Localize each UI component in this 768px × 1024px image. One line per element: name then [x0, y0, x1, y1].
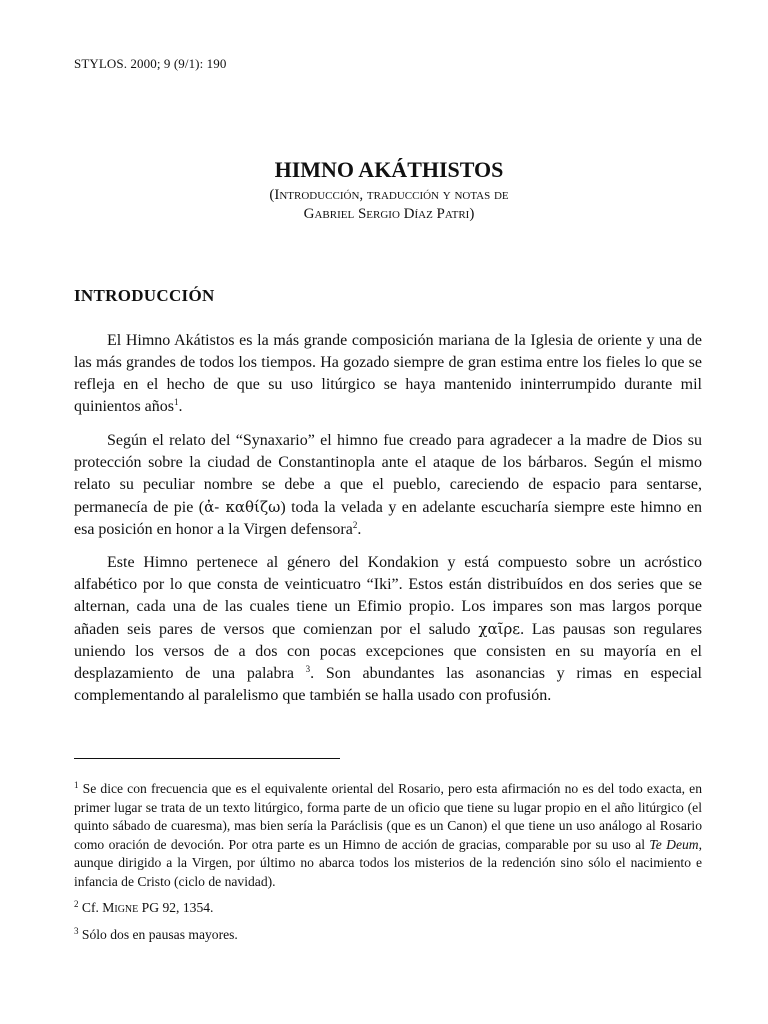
footnote-ref-3[interactable]: 3	[305, 664, 311, 674]
paragraph-3	[74, 552, 702, 707]
section-heading: INTRODUCCIÓN	[74, 286, 215, 305]
footnote-3-text: Sólo dos en pausas mayores.	[78, 926, 238, 942]
paragraph-3-text-b: . Las pausas son regulares uniendo los versos de a dos con pocas excepciones que consisten en su mayoría en el desplazamiento de una palabra	[74, 621, 703, 682]
footnote-divider	[74, 758, 340, 759]
article-subtitle-line-1: (Introducción, traducción y notas de	[269, 187, 509, 204]
paragraph-3-text-c: . Son abundantes las asonancias y rimas en especial complementando al paralelismo que también se halla usado con profusión.	[74, 665, 702, 704]
footnotes	[74, 780, 702, 949]
paragraph-1	[74, 330, 702, 418]
paragraph-1-text: El Himno Akátistos es la más grande composición mariana de la Iglesia de oriente y una de las más grandes de todos los tiempos. Ha gozado siempre de gran estima entre los fieles lo que se refleja en el hecho de que su uso litúrgico se haya mantenido ininterrumpido durante mil quinientos años	[74, 332, 702, 415]
footnote-2-text-a: Cf.	[78, 900, 103, 915]
paragraph-2	[74, 430, 702, 541]
footnote-2-mark: 2	[74, 899, 79, 909]
footnote-3-mark: 3	[74, 925, 79, 936]
footnote-2	[74, 899, 702, 918]
paragraph-2-end: .	[357, 521, 362, 538]
paragraph-2-text-b: ) toda la velada y en adelante escucharía siempre este himno en esa posición en honor a la Virgen defensora	[74, 499, 703, 538]
footnote-2-text-b: PG 92, 1354.	[138, 900, 214, 915]
footnote-ref-1[interactable]: 1	[174, 397, 179, 407]
paragraph-3-text-a: Este Himno pertenece al género del Kondakion y está compuesto sobre un acróstico alfabético por lo que consta de veinticuatro “Iki”. Estos están distribuídos en dos series que se alternan, cada una de las cuales tiene un Efimio propio. Los impares son mas largos porque añaden seis pares de versos que comienzan por el saludo	[74, 554, 702, 638]
article-subtitle-line-2: Gabriel Sergio Díaz Patri)	[303, 205, 475, 222]
footnote-3	[74, 926, 702, 945]
greek-word-chaire: χαῖρε	[478, 620, 521, 638]
footnote-ref-2[interactable]: 2	[352, 520, 358, 530]
running-head: STYLOS. 2000; 9 (9/1): 190	[74, 56, 227, 71]
article-title: HIMNO AKÁTHISTOS	[274, 157, 504, 182]
footnote-1-italic: Te Deum	[649, 836, 699, 852]
footnote-1-mark: 1	[74, 780, 79, 790]
title-block	[0, 158, 768, 224]
greek-word-akathizo: ἀ- καθίζω	[204, 498, 281, 516]
paragraph-2-text-a: Según el relato del “Synaxario” el himno fue creado para agradecer a la madre de Dios su protección sobre la ciudad de Constantinopla ante el ataque de los bárbaros. Según el mismo relato su peculiar nombre se debe a que el pueblo, careciendo de espacio para sentarse, permanecía de pie (	[74, 432, 702, 516]
footnote-1	[74, 780, 702, 891]
paragraph-1-end: .	[178, 398, 183, 415]
footnote-1-text-b: , aunque dirigido a la Virgen, por último no abarca todos los misterios de la redención sino sólo el nacimiento e infancia de Cristo (ciclo de navidad).	[74, 836, 703, 889]
footnote-1-text-a: Se dice con frecuencia que es el equivalente oriental del Rosario, pero esta afirmación no es del todo exacta, en primer lugar se trata de un texto litúrgico, forma parte de un oficio que tiene su lugar propio en el año litúrgico (el quinto sábado de cuaresma), mas bien sería la Paráclisis (que es un Canon) el que tiene un uso análogo al Rosario como oración de devoción. Por otra parte es un Himno de acción de gracias, comparable por su uso al	[74, 781, 702, 852]
footnote-2-author: Migne	[102, 900, 139, 915]
